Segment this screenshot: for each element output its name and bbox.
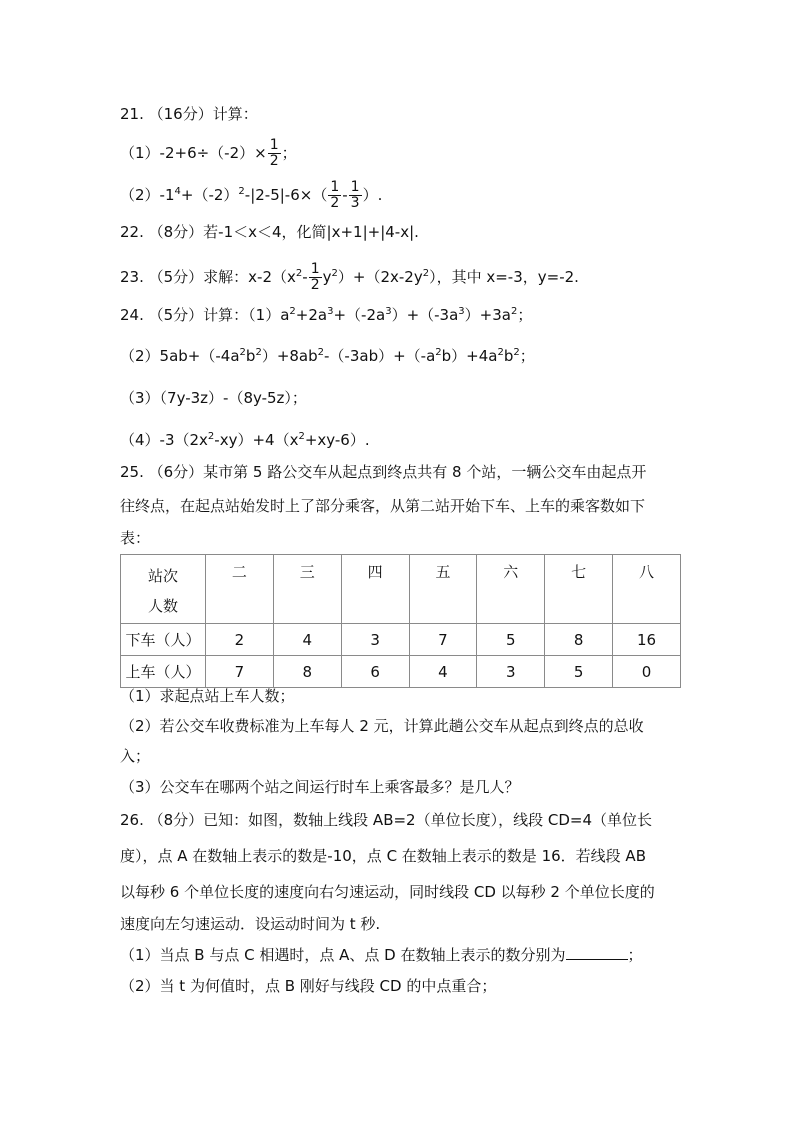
q24-text: b	[245, 347, 256, 365]
q21-p2-mid: +（-2）	[180, 186, 239, 204]
exponent: 4	[174, 186, 181, 197]
fraction-denominator: 2	[330, 195, 340, 211]
station-header: 五	[409, 555, 477, 624]
q24-text: ；	[519, 347, 535, 365]
q26-sub1-text: （1）当点 B 与点 C 相遇时，点 A、点 D 在数轴上表示的数分别为	[120, 946, 566, 964]
table-cell: 7	[206, 656, 274, 688]
q25-sub3: （3）公交车在哪两个站之间运行时车上乘客最多？是几人？	[120, 778, 520, 796]
exponent: 2	[207, 431, 215, 442]
exponent: 3	[327, 306, 334, 317]
q24-text: +xy-6）.	[304, 431, 370, 449]
station-header: 二	[206, 555, 274, 624]
q26-sub2: （2）当 t 为何值时，点 B 刚好与线段 CD 的中点重合；	[120, 977, 497, 995]
station-header: 三	[273, 555, 341, 624]
q21-part2	[120, 180, 382, 211]
q24-line2	[120, 346, 535, 366]
exponent: 2	[331, 268, 338, 279]
station-header: 八	[613, 555, 681, 624]
fraction	[309, 262, 322, 293]
q25-line1: 25. （6分）某市第 5 路公交车从起点到终点共有 8 个站，一辆公交车由起点开	[120, 463, 647, 481]
exponent: 2	[298, 431, 305, 442]
table-cell: 16	[613, 624, 681, 656]
exponent: 3	[385, 306, 392, 317]
exponent: 2	[422, 268, 430, 279]
q21-p2-suffix: ）.	[362, 186, 383, 204]
fraction	[268, 138, 281, 169]
q26-sub1-end: ；	[627, 946, 643, 964]
station-header: 六	[477, 555, 545, 624]
q24-text: ）+8ab	[261, 347, 318, 365]
minus-sign: -	[302, 268, 308, 286]
q24-text: ）+3a	[464, 306, 511, 324]
table-cell: 7	[409, 624, 477, 656]
table-header-row	[121, 555, 681, 624]
table-row	[121, 656, 681, 688]
q24-line1	[120, 305, 532, 325]
fraction-numerator: 1	[310, 261, 320, 277]
exponent: 2	[435, 347, 442, 358]
table-cell: 5	[477, 624, 545, 656]
fraction	[328, 180, 341, 211]
table-cell: 3	[477, 656, 545, 688]
q24-text: b	[503, 347, 514, 365]
q26-line1: 26. （8分）已知：如图，数轴上线段 AB=2（单位长度），线段 CD=4（单位长	[120, 811, 653, 829]
table-cell: 6	[341, 656, 409, 688]
q24-line4	[120, 430, 370, 450]
row-label-alight: 下车（人）	[121, 624, 206, 656]
fraction-denominator: 2	[310, 277, 320, 293]
q21-p2-prefix: （2）-1	[120, 186, 175, 204]
q21-p2-mid2: -|2-5|-6×（	[244, 186, 328, 204]
fraction	[349, 180, 362, 211]
q26-line4: 速度向左匀速运动．设运动时间为 t 秒.	[120, 915, 381, 933]
exponent: 2	[513, 347, 520, 358]
table-cell: 2	[206, 624, 274, 656]
table-cell: 3	[341, 624, 409, 656]
q24-text: b）+4a	[441, 347, 498, 365]
passenger-table	[120, 554, 681, 688]
station-header: 四	[341, 555, 409, 624]
q24-text: （2）5ab+（-4a	[120, 347, 240, 365]
q24-text: （4）-3（2x	[120, 431, 208, 449]
q24-text: ）+（-3a	[391, 306, 459, 324]
q21-p1-prefix: （1）-2+6÷（-2）×	[120, 144, 267, 162]
table-cell: 4	[409, 656, 477, 688]
table-row	[121, 624, 681, 656]
station-header: 七	[545, 555, 613, 624]
q21-part1	[120, 138, 297, 169]
q24-text: 24. （5分）计算：（1）a	[120, 306, 290, 324]
q25-line2: 往终点，在起点站始发时上了部分乘客，从第二站开始下车、上车的乘客数如下	[120, 497, 646, 515]
q24-text: ；	[517, 306, 533, 324]
q26-line2: 度），点 A 在数轴上表示的数是-10，点 C 在数轴上表示的数是 16．若线段 AB	[120, 847, 646, 865]
q26-line3: 以每秒 6 个单位长度的速度向右匀速运动，同时线段 CD 以每秒 2 个单位长度的	[120, 883, 655, 901]
q23-prefix: 23. （5分）求解：x-2（x	[120, 268, 296, 286]
q25-sub2-line1: （2）若公交车收费标准为上车每人 2 元，计算此趟公交车从起点到终点的总收	[120, 717, 644, 735]
fraction-denominator: 2	[269, 153, 279, 169]
exponent: 2	[239, 347, 246, 358]
answer-blank	[566, 945, 628, 960]
table-cell: 8	[545, 624, 613, 656]
fraction-numerator: 1	[350, 179, 360, 195]
q25-sub1: （1）求起点站上车人数；	[120, 687, 295, 705]
q21-p1-suffix: ；	[281, 144, 297, 162]
q24-text: +（-2a	[333, 306, 386, 324]
q26-sub1	[120, 945, 643, 965]
corner-label-station: 站次	[147, 567, 178, 585]
q22-text: 22. （8分）若-1＜x＜4，化简|x+1|+|4-x|.	[120, 223, 419, 241]
fraction-numerator: 1	[269, 137, 279, 153]
exponent: 2	[289, 306, 296, 317]
table-cell: 0	[613, 656, 681, 688]
exponent: 2	[255, 347, 262, 358]
table-cell: 5	[545, 656, 613, 688]
q23-suffix: ），其中 x=-3，y=-2.	[429, 268, 579, 286]
minus-sign: -	[342, 186, 348, 204]
q24-text: +2a	[295, 306, 328, 324]
exponent: 2	[510, 306, 518, 317]
exponent: 2	[238, 186, 245, 197]
q24-text: -xy）+4（x	[214, 431, 299, 449]
q23-text	[120, 262, 579, 293]
fraction-denominator: 3	[350, 195, 360, 211]
fraction-numerator: 1	[330, 179, 340, 195]
q25-sub2-line2: 入；	[120, 747, 151, 765]
exponent: 2	[497, 347, 504, 358]
q23-var: y	[322, 268, 332, 286]
q24-line3: （3）（7y-3z）-（8y-5z）；	[120, 389, 307, 407]
exponent: 2	[295, 268, 303, 279]
table-cell: 8	[273, 656, 341, 688]
table-corner-cell	[121, 555, 206, 624]
q24-text: -（-3ab）+（-a	[324, 347, 436, 365]
exponent: 3	[458, 306, 465, 317]
table-cell: 4	[273, 624, 341, 656]
q21-header: 21. （16分）计算：	[120, 105, 258, 123]
row-label-board: 上车（人）	[121, 656, 206, 688]
corner-label-people: 人数	[147, 597, 178, 615]
q25-line3: 表：	[120, 529, 151, 547]
q23-mid: ）+（2x-2y	[337, 268, 423, 286]
exponent: 2	[317, 347, 325, 358]
